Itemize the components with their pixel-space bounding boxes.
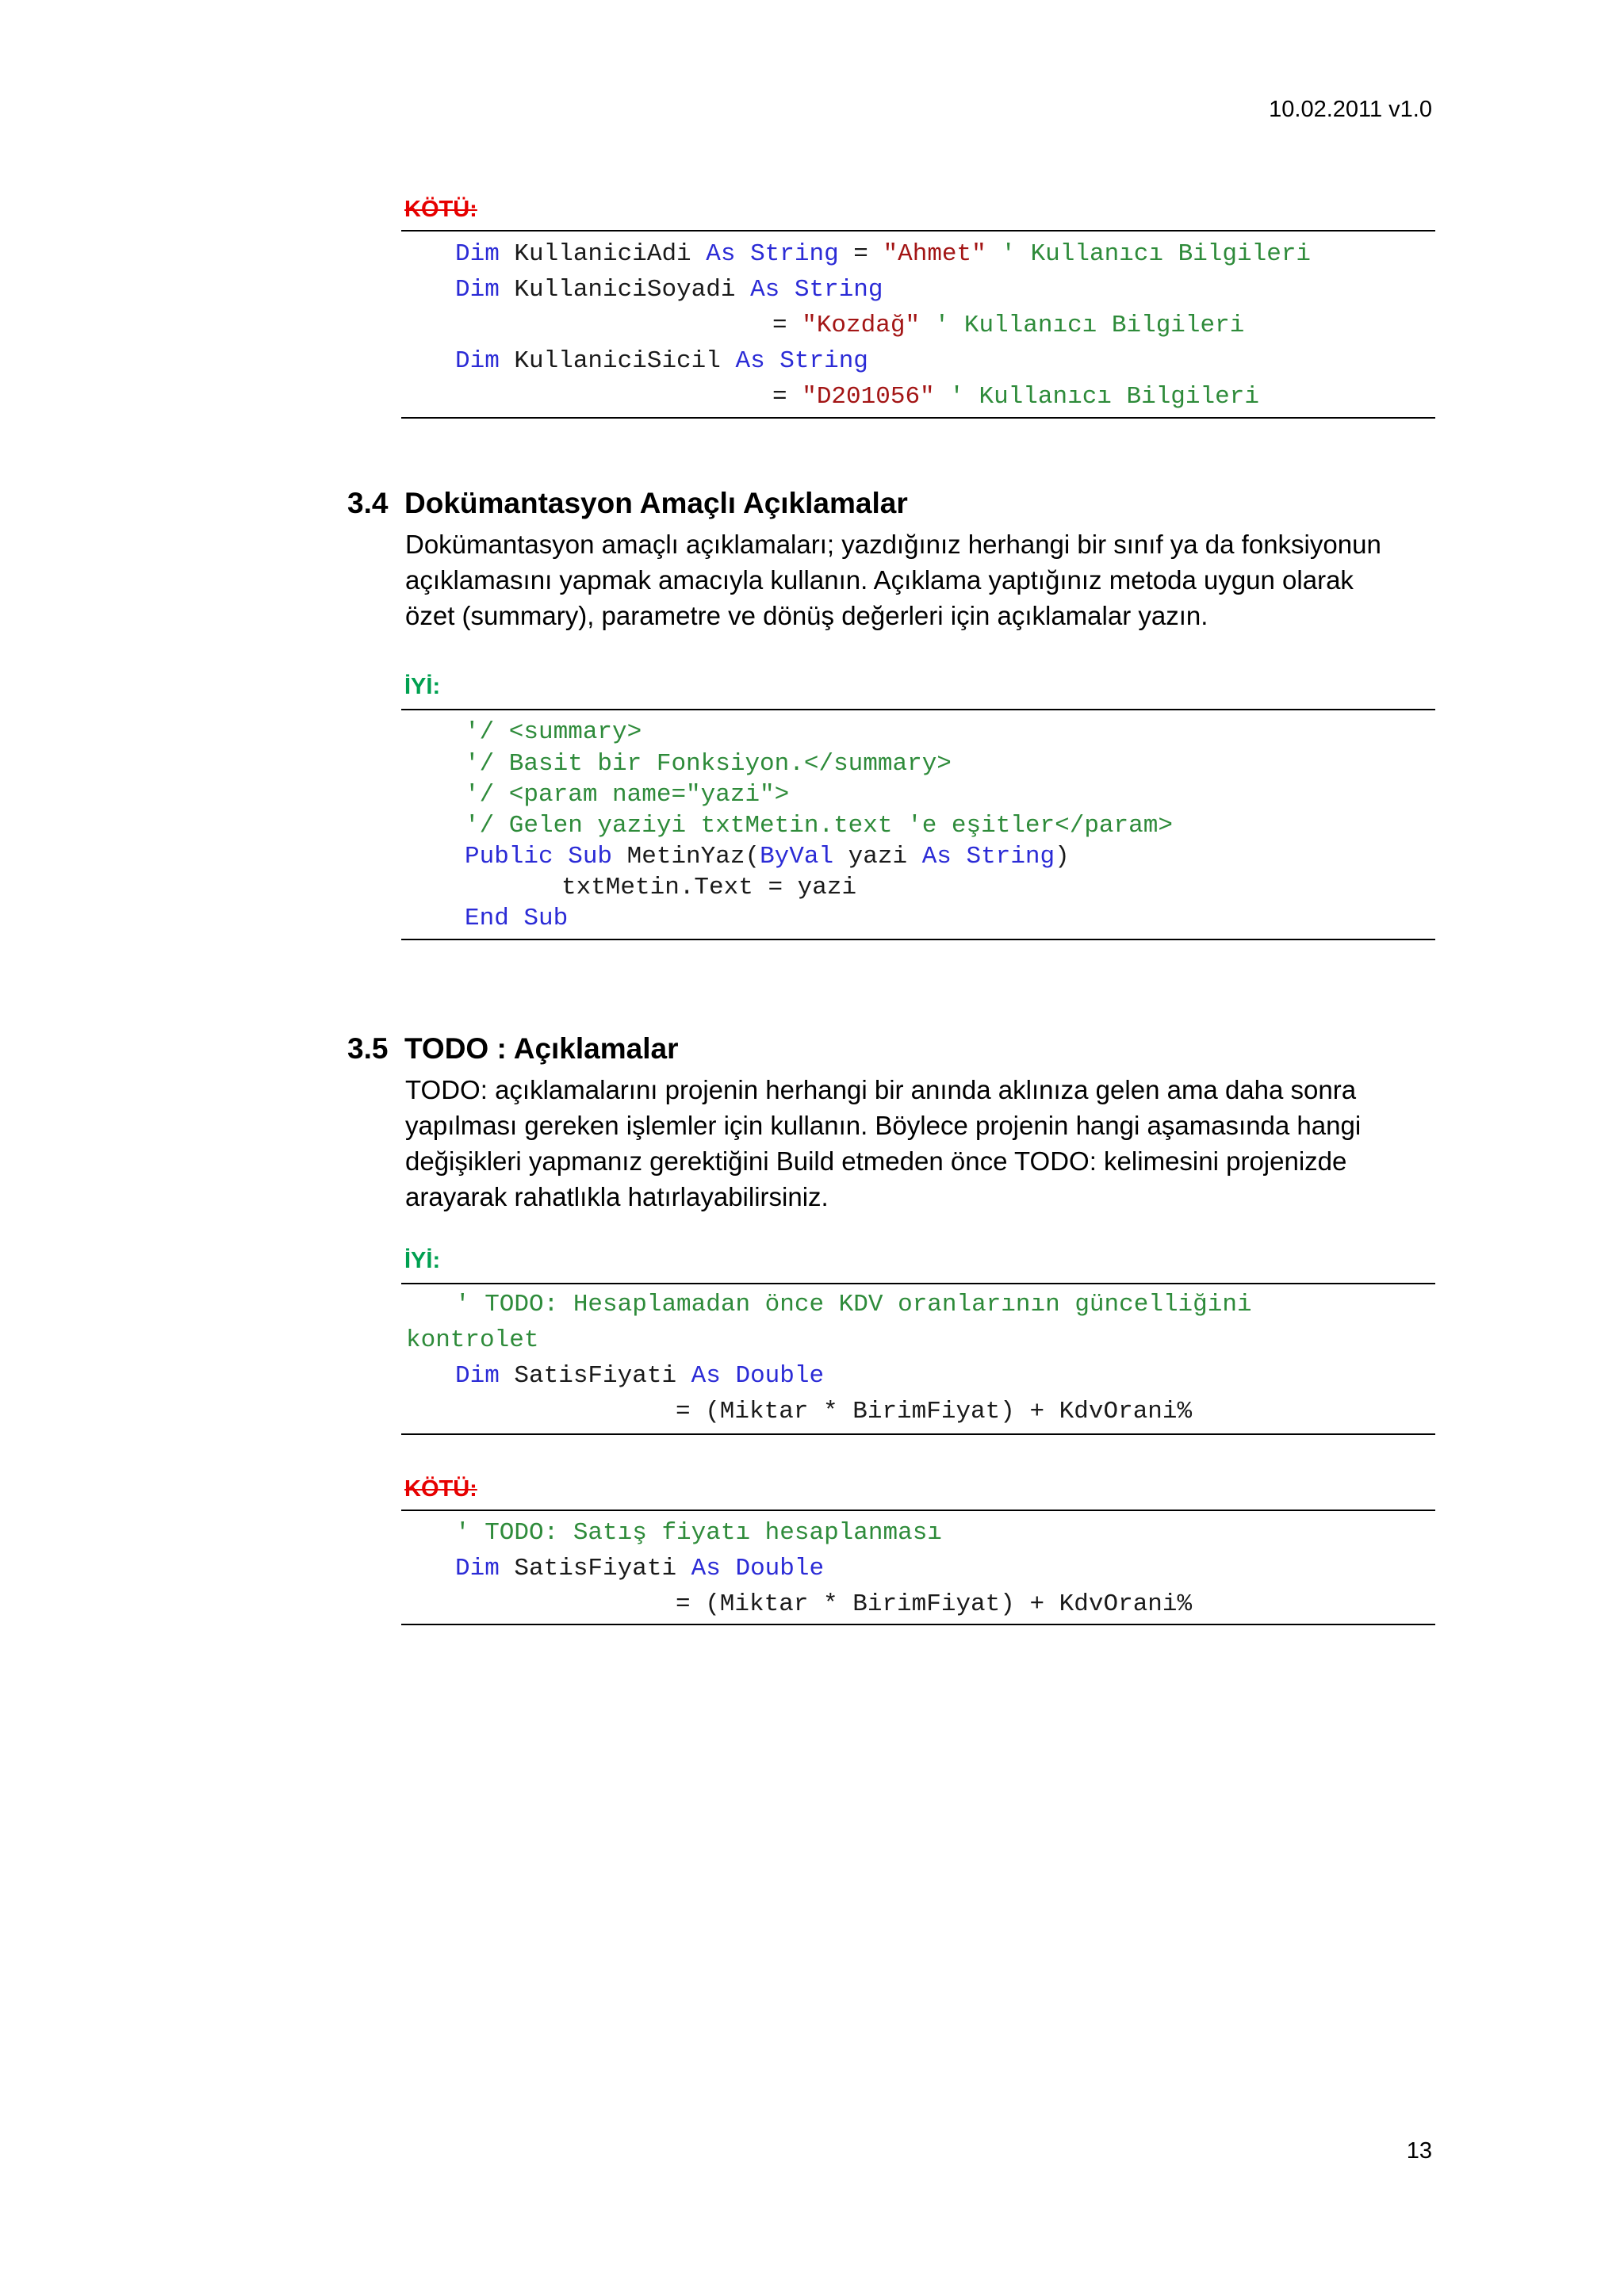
code-token: As String — [750, 276, 883, 304]
code-token: ) — [1055, 843, 1070, 871]
page-number: 13 — [1406, 2138, 1432, 2164]
paragraph-line: yapılması gereken işlemler için kullanın. Böylece projenin hangi aşamasında hangi — [405, 1111, 1362, 1140]
code-token: = — [772, 383, 802, 411]
code-token: ' TODO: Hesaplamadan önce KDV oranlarının güncelliğini — [455, 1291, 1252, 1318]
code-token — [986, 240, 1002, 268]
code-token: Dim — [455, 240, 500, 268]
code-line — [772, 385, 1259, 409]
code-token: Dim — [455, 1362, 500, 1390]
code-line — [455, 1521, 942, 1545]
code-token: SatisFiyati — [499, 1555, 691, 1582]
code-line — [455, 242, 1311, 266]
section-title: TODO : Açıklamalar — [404, 1032, 679, 1065]
code-line — [455, 349, 868, 373]
paragraph-line: açıklamasını yapmak amacıyla kullanın. Açıklama yaptığınız metoda uygun olarak — [405, 565, 1354, 595]
code-line — [465, 783, 789, 807]
code-token: Public Sub — [465, 843, 613, 871]
paragraph-line: Dokümantasyon amaçlı açıklamaları; yazdığınız herhangi bir sınıf ya da fonksiyonun — [405, 530, 1381, 559]
code-token: yazi — [833, 843, 922, 871]
code-token: = (Miktar * BirimFiyat) + KdvOrani% — [676, 1590, 1193, 1618]
section-3-4-heading — [347, 487, 908, 520]
code-token: '/ <summary> — [465, 718, 642, 746]
paragraph-line: değişikleri yapmanız gerektiğini Build etmeden önce TODO: kelimesini projenizde — [405, 1146, 1347, 1176]
code-token: As String — [735, 347, 868, 375]
code-token: ' Kullanıcı Bilgileri — [1001, 240, 1312, 268]
code-token: ByVal — [760, 843, 834, 871]
code-token: SatisFiyati — [499, 1362, 691, 1390]
code-token: = (Miktar * BirimFiyat) + KdvOrani% — [676, 1398, 1193, 1425]
bad-example-label: KÖTÜ: — [404, 197, 477, 222]
good-example-label: İYİ: — [404, 674, 441, 699]
code-token: kontrolet — [406, 1326, 539, 1354]
section-number: 3.4 — [347, 487, 389, 519]
code-token: txtMetin.Text = yazi — [561, 874, 857, 901]
code-line — [465, 906, 568, 931]
code-token: Dim — [455, 1555, 500, 1582]
section-3-4-paragraph — [405, 526, 1452, 633]
code-line — [465, 720, 642, 744]
section-3-5-paragraph — [405, 1072, 1452, 1215]
code-block-bad-2 — [401, 1510, 1435, 1625]
code-token: ' TODO: Satış fiyatı hesaplanması — [455, 1519, 942, 1547]
code-block-good-1 — [401, 709, 1435, 940]
code-token: '/ <param name="yazi"> — [465, 781, 790, 809]
code-line — [465, 844, 1070, 869]
code-line — [772, 313, 1244, 338]
code-token: As Double — [691, 1362, 825, 1390]
code-token: MetinYaz( — [612, 843, 760, 871]
section-number: 3.5 — [347, 1032, 389, 1065]
code-token — [920, 312, 935, 339]
code-token: ' Kullanıcı Bilgileri — [934, 312, 1245, 339]
bad-example-label: KÖTÜ: — [404, 1476, 477, 1502]
paragraph-line: özet (summary), parametre ve dönüş değerleri için açıklamalar yazın. — [405, 601, 1208, 630]
code-line — [561, 875, 856, 900]
code-token: '/ Basit bir Fonksiyon.</summary> — [465, 750, 952, 778]
good-example-label: İYİ: — [404, 1248, 441, 1273]
code-token: "Kozdağ" — [802, 312, 921, 339]
code-line — [455, 1364, 824, 1388]
code-token: KullaniciSicil — [499, 347, 736, 375]
code-line — [465, 752, 952, 776]
code-token: KullaniciAdi — [499, 240, 707, 268]
code-line — [455, 1556, 824, 1581]
code-token: KullaniciSoyadi — [499, 276, 751, 304]
code-line — [465, 813, 1173, 838]
code-token: = — [772, 312, 802, 339]
code-line — [676, 1592, 1192, 1617]
section-3-5-heading — [347, 1032, 678, 1066]
code-token: ' Kullanıcı Bilgileri — [949, 383, 1259, 411]
code-token: Dim — [455, 347, 500, 375]
code-token: End Sub — [465, 905, 569, 932]
section-title: Dokümantasyon Amaçlı Açıklamalar — [404, 487, 908, 519]
code-token: '/ Gelen yaziyi txtMetin.text 'e eşitler</param> — [465, 812, 1173, 840]
paragraph-line: TODO: açıklamalarını projenin herhangi bir anında aklınıza gelen ama daha sonra — [405, 1075, 1357, 1104]
code-line — [406, 1328, 538, 1353]
code-token: As String — [921, 843, 1055, 871]
code-block-bad-1 — [401, 230, 1435, 419]
code-token: = — [838, 240, 883, 268]
code-token: As String — [706, 240, 839, 268]
code-token: Dim — [455, 276, 500, 304]
code-line — [455, 277, 883, 302]
code-line — [676, 1399, 1192, 1424]
code-block-good-2 — [401, 1283, 1435, 1435]
code-token: As Double — [691, 1555, 825, 1582]
code-line — [455, 1292, 1252, 1317]
code-token — [935, 383, 950, 411]
code-token: "D201056" — [802, 383, 935, 411]
header-version: 10.02.2011 v1.0 — [1269, 97, 1432, 122]
paragraph-line: arayarak rahatlıkla hatırlayabilirsiniz. — [405, 1182, 829, 1211]
code-token: "Ahmet" — [883, 240, 986, 268]
